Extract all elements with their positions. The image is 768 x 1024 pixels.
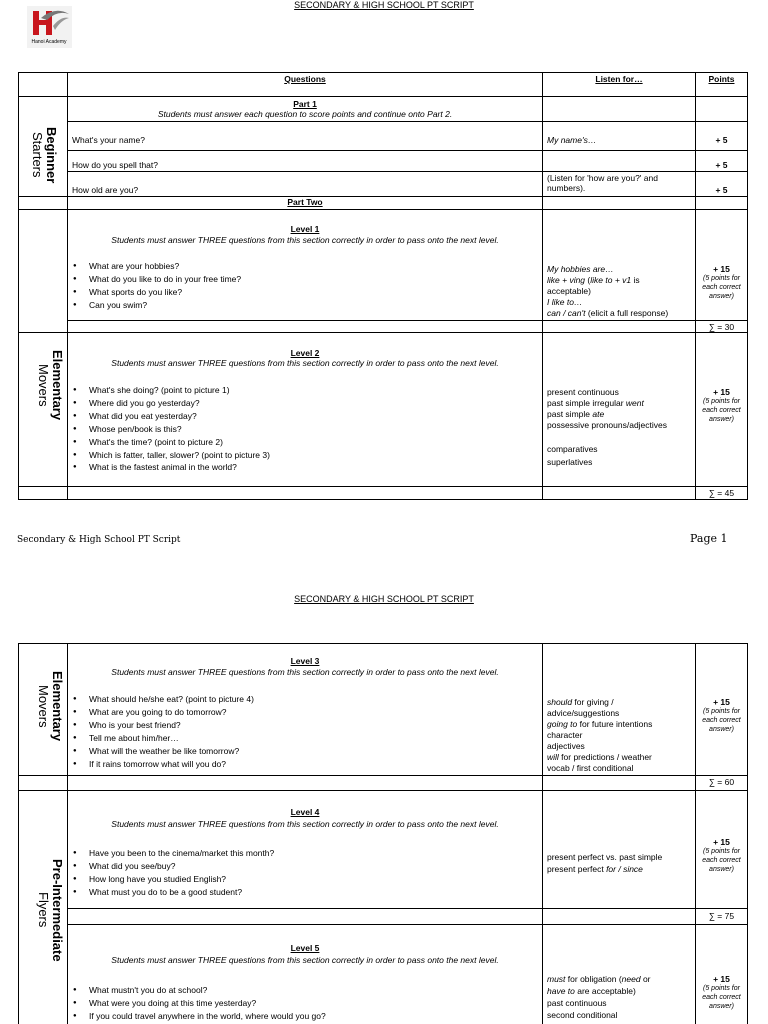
- list-item: ● What's the time? (point to picture 2): [72, 436, 270, 449]
- level3-questions: [72, 693, 254, 770]
- question-spell: How do you spell that?: [72, 160, 158, 170]
- level1-listen-1: like + ving (like to + v1 is: [547, 275, 640, 285]
- level1-title: Level 1: [290, 224, 320, 234]
- header-points: Points: [708, 74, 735, 84]
- level3-title: Level 3: [290, 656, 320, 666]
- level2-points: + 15 (5 points for each correct answer): [702, 387, 741, 423]
- list-item: ● What mustn't you do at school?: [72, 984, 326, 997]
- list-item: ● Whose pen/book is this?: [72, 423, 270, 436]
- list-item: ● What will the weather be like tomorrow?: [72, 745, 254, 758]
- level5-listen-0: must for obligation (need or: [547, 974, 651, 984]
- level1-questions: [72, 260, 241, 312]
- level2-listen-5: comparatives: [547, 444, 598, 454]
- document-title: SECONDARY & HIGH SCHOOL PT SCRIPT: [294, 0, 474, 10]
- level4-title: Level 4: [290, 807, 320, 817]
- level1-listen-3: I like to…: [547, 297, 583, 307]
- list-item: ● What were you doing at this time yesterday?: [72, 997, 326, 1010]
- side-label-elementary: Elementary Movers: [36, 349, 65, 421]
- level5-listen-1: have to are acceptable): [547, 986, 636, 996]
- list-item: ● What is the fastest animal in the world?: [72, 461, 270, 474]
- footer-page-number: Page 1: [690, 532, 728, 545]
- level2-sum: ∑ = 45: [708, 488, 735, 498]
- level1-listen-0: My hobbies are…: [547, 264, 614, 274]
- level3-listen-0: should for giving /: [547, 697, 614, 707]
- part1-title: Part 1: [293, 99, 317, 109]
- level2-listen-1: past simple irregular went: [547, 398, 644, 408]
- list-item: ● If it rains tomorrow what will you do?: [72, 758, 254, 771]
- question-name: What's your name?: [72, 135, 145, 145]
- level4-points: + 15 (5 points for each correct answer): [702, 837, 741, 873]
- level2-instruction: Students must answer THREE questions from this section correctly in order to pass onto the next level.: [111, 358, 499, 368]
- level5-instruction: Students must answer THREE questions from this section correctly in order to pass onto the next level.: [111, 955, 499, 965]
- document-title-page2: SECONDARY & HIGH SCHOOL PT SCRIPT: [294, 594, 474, 604]
- level5-title: Level 5: [290, 943, 320, 953]
- level4-listen-0: present perfect vs. past simple: [547, 852, 663, 862]
- logo-text: Hanoi Academy: [31, 39, 67, 45]
- part2-title: Part Two: [287, 197, 323, 207]
- level3-points: + 15 (5 points for each correct answer): [702, 697, 741, 733]
- school-logo: [27, 6, 72, 48]
- level1-listen-2: acceptable): [547, 286, 591, 296]
- header-listen-for: Listen for…: [595, 74, 643, 84]
- level1-listen-4: can / can't (elicit a full response): [547, 308, 669, 318]
- level2-listen-3: possessive pronouns/adjectives: [547, 420, 668, 430]
- level3-listen-1: advice/suggestions: [547, 708, 620, 718]
- list-item: ● What should he/she eat? (point to picture 4): [72, 693, 254, 706]
- side-label-beginner: Beginner Starters: [30, 126, 59, 184]
- listen-age-2: numbers).: [547, 183, 586, 193]
- level5-points: + 15 (5 points for each correct answer): [702, 974, 741, 1010]
- side-label-elementary-p2: Elementary Movers: [36, 670, 65, 742]
- level1-instruction: Students must answer THREE questions from this section correctly in order to pass onto the next level.: [111, 235, 499, 245]
- list-item: ● If you could travel anywhere in the world, where would you go?: [72, 1010, 326, 1023]
- level4-sum: ∑ = 75: [708, 911, 735, 921]
- level2-listen-0: present continuous: [547, 387, 619, 397]
- points-q1: + 5: [715, 135, 728, 145]
- level5-listen-3: second conditional: [547, 1010, 618, 1020]
- level3-listen-4: adjectives: [547, 741, 585, 751]
- list-item: ● What sports do you like?: [72, 286, 241, 299]
- header-questions: Questions: [284, 74, 326, 84]
- side-label-preintermediate: Pre-Intermediate Flyers: [36, 858, 65, 962]
- list-item: ● Can you swim?: [72, 299, 241, 312]
- part1-instruction: Students must answer each question to score points and continue onto Part 2.: [157, 109, 453, 119]
- listen-age-1: (Listen for 'how are you?' and: [547, 173, 658, 183]
- level2-listen-2: past simple ate: [547, 409, 605, 419]
- points-q3: + 5: [715, 185, 728, 195]
- list-item: ● What did you eat yesterday?: [72, 410, 270, 423]
- level3-listen-6: vocab / first conditional: [547, 763, 634, 773]
- level5-listen-2: past continuous: [547, 998, 607, 1008]
- list-item: ● Who is your best friend?: [72, 719, 254, 732]
- listen-name: My name's…: [547, 135, 597, 145]
- level2-questions: [72, 384, 270, 474]
- footer-left: Secondary & High School PT Script: [17, 535, 181, 545]
- level1-points: + 15 (5 points for each correct answer): [702, 264, 741, 300]
- points-q2: + 5: [715, 160, 728, 170]
- list-item: ● Where did you go yesterday?: [72, 397, 270, 410]
- list-item: ● What are your hobbies?: [72, 260, 241, 273]
- level4-questions: [72, 847, 274, 899]
- list-item: ● Which is fatter, taller, slower? (point to picture 3): [72, 449, 270, 462]
- level4-listen-1: present perfect for / since: [547, 864, 643, 874]
- level3-instruction: Students must answer THREE questions from this section correctly in order to pass onto the next level.: [111, 667, 499, 677]
- level1-sum: ∑ = 30: [708, 322, 735, 332]
- list-item: ● Have you been to the cinema/market this month?: [72, 847, 274, 860]
- list-item: ● What did you see/buy?: [72, 860, 274, 873]
- list-item: ● Tell me about him/her…: [72, 732, 254, 745]
- list-item: ● What do you like to do in your free time?: [72, 273, 241, 286]
- list-item: ● What must you do to be a good student?: [72, 886, 274, 899]
- level3-listen-5: will for predictions / weather: [547, 752, 652, 762]
- list-item: ● What's she doing? (point to picture 1): [72, 384, 270, 397]
- level3-listen-3: character: [547, 730, 583, 740]
- list-item: ● What are you going to do tomorrow?: [72, 706, 254, 719]
- level2-title: Level 2: [290, 348, 320, 358]
- list-item: ● How long have you studied English?: [72, 873, 274, 886]
- level2-listen-6: superlatives: [547, 457, 593, 467]
- level5-questions: [72, 984, 326, 1023]
- level4-instruction: Students must answer THREE questions from this section correctly in order to pass onto the next level.: [111, 819, 499, 829]
- level3-listen-2: going to for future intentions: [547, 719, 653, 729]
- question-age: How old are you?: [72, 185, 139, 195]
- level3-sum: ∑ = 60: [708, 777, 735, 787]
